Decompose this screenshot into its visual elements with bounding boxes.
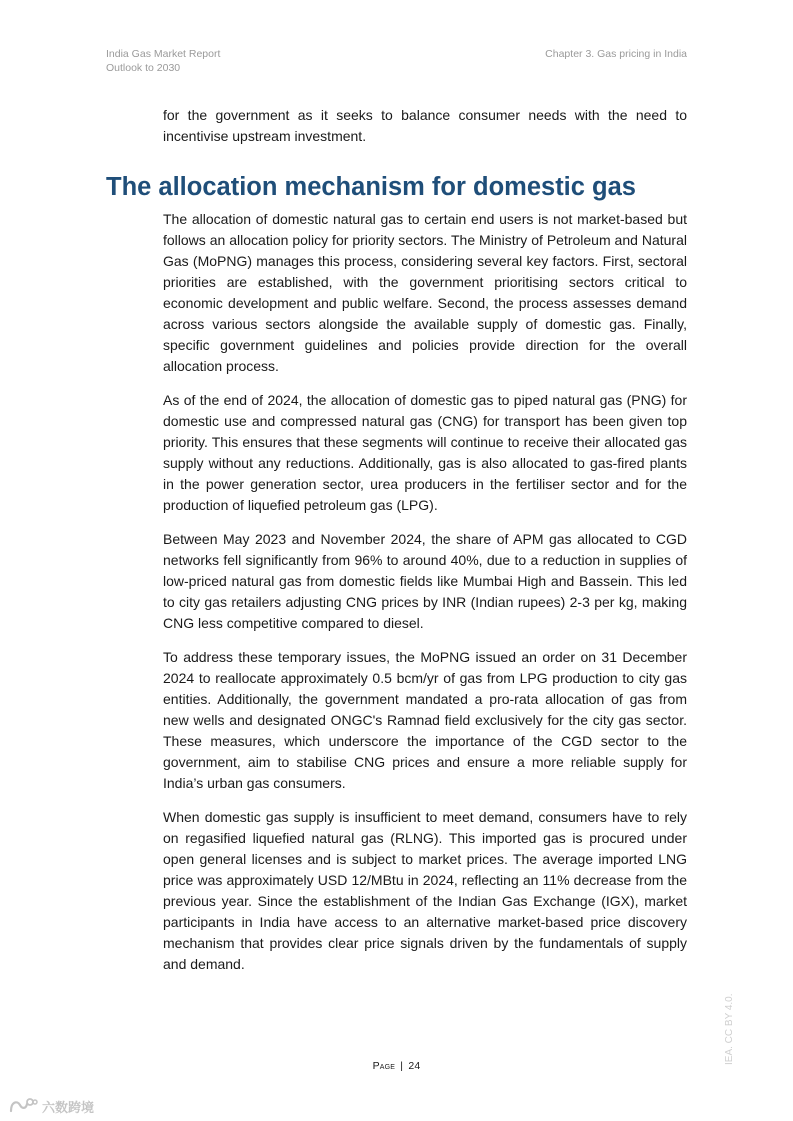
section-body <box>163 209 687 988</box>
page-label: Page <box>372 1060 396 1072</box>
page-separator: | <box>400 1060 404 1072</box>
report-title: India Gas Market Report <box>106 48 221 60</box>
page-footer <box>0 1060 793 1072</box>
body-paragraph-1: The allocation of domestic natural gas to certain end users is not market-based but follows an allocation policy for priority sectors. The Ministry of Petroleum and Natural Gas (MoPNG) manages this process, considering several key factors. First, sectoral priorities are established, with the government prioritising sectors critical to economic development and public welfare. Second, the process assesses demand across various sectors alongside the available supply of domestic gas. Finally, specific government guidelines and policies provide direction for the overall allocation process. <box>163 211 687 374</box>
intro-text-block <box>163 105 687 147</box>
chapter-title: Chapter 3. Gas pricing in India <box>545 48 687 60</box>
report-subtitle: Outlook to 2030 <box>106 62 181 74</box>
brand-logo-icon <box>8 1097 38 1115</box>
license-notice: IEA. CC BY 4.0. <box>724 993 735 1065</box>
watermark-text: 六数跨境 <box>42 1099 95 1115</box>
page-number: 24 <box>408 1060 421 1072</box>
page-header-right <box>545 47 687 61</box>
page-header-left <box>106 47 220 75</box>
body-paragraph-2: As of the end of 2024, the allocation of domestic gas to piped natural gas (PNG) for domestic use and compressed natural gas (CNG) for transport has been given top priority. This ensures that these segments will continue to receive their allocated gas supply without any reductions. Additionally, gas is also allocated to gas-fired plants in the power generation sector, urea producers in the fertiliser sector and for the production of liquefied petroleum gas (LPG). <box>163 392 687 513</box>
intro-paragraph: for the government as it seeks to balance consumer needs with the need to incentivise upstream investment. <box>163 107 687 144</box>
section-heading: The allocation mechanism for domestic gas <box>106 173 636 201</box>
body-paragraph-5: When domestic gas supply is insufficient to meet demand, consumers have to rely on regasified liquefied natural gas (RLNG). This imported gas is procured under open general licenses and is subject to market prices. The average imported LNG price was approximately USD 12/MBtu in 2024, reflecting an 11% decrease from the previous year. Since the establishment of the Indian Gas Exchange (IGX), market participants in India have access to an alternative market-based price discovery mechanism that provides clear price signals driven by the fundamentals of supply and demand. <box>163 809 687 972</box>
body-paragraph-4: To address these temporary issues, the MoPNG issued an order on 31 December 2024 to reallocate approximately 0.5 bcm/yr of gas from LPG production to city gas entities. Additionally, the government mandated a pro-rata allocation of gas from new wells and designated ONGC's Ramnad field exclusively for the city gas sector. These measures, which underscore the importance of the CGD sector to the government, aim to stabilise CNG prices and ensure a more reliable supply for India’s urban gas consumers. <box>163 649 687 791</box>
watermark <box>8 1096 94 1116</box>
body-paragraph-3: Between May 2023 and November 2024, the share of APM gas allocated to CGD networks fell significantly from 96% to around 40%, due to a reduction in supplies of low-priced natural gas from domestic fields like Mumbai High and Bassein. This led to city gas retailers adjusting CNG prices by INR (Indian rupees) 2-3 per kg, making CNG less competitive compared to diesel. <box>163 531 687 631</box>
